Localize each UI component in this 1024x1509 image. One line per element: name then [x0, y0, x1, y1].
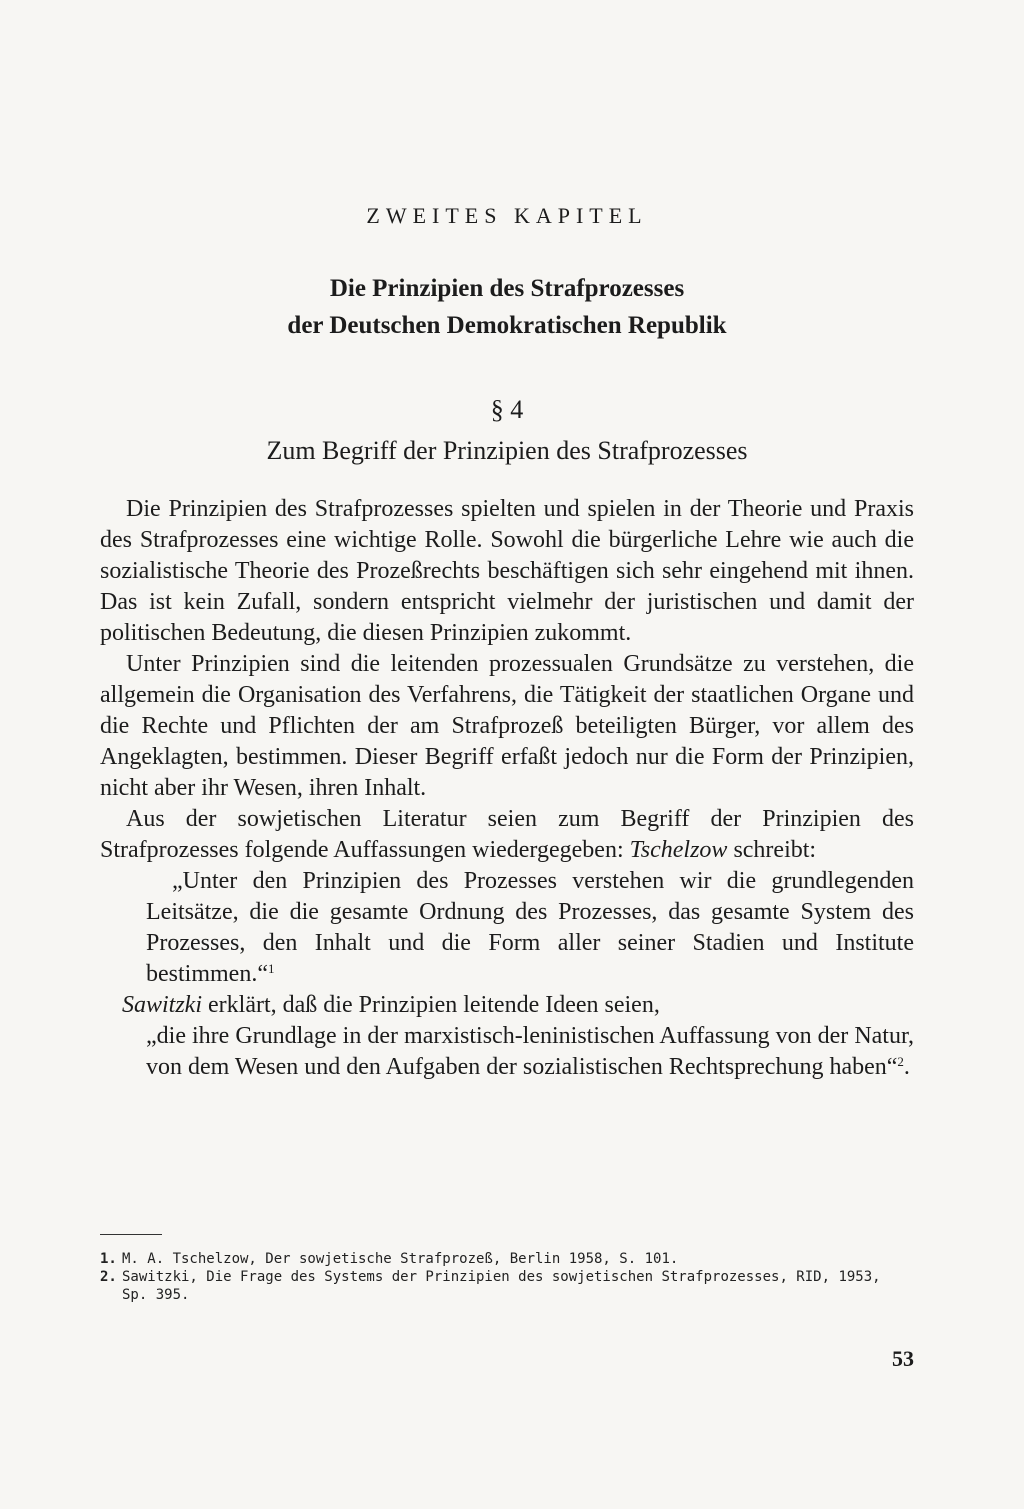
quote-2 — [146, 1021, 914, 1083]
author-sawitzki: Sawitzki — [122, 992, 203, 1018]
footnote-2-number: 2. — [100, 1269, 117, 1285]
quote-2-text: „die ihre Grundlage in der marxistisch-leninistischen Auffassung von der Natur, von dem Wesen und den Aufgaben der sozialistischen Rechtsprechung haben“ — [146, 1023, 914, 1080]
footnote-2 — [100, 1268, 914, 1304]
paragraph-3-text: Aus der sowjetischen Literatur seien zum Begriff der Prinzipien des Strafprozesses folgende Auffassungen wiedergegeben: — [100, 806, 914, 863]
chapter-title-line-2: der Deutschen Demokratischen Republik — [287, 312, 727, 339]
footnote-separator — [100, 1234, 162, 1235]
footnote-1-number: 1. — [100, 1251, 117, 1267]
paragraph-4-text: erklärt, daß die Prinzipien leitende Ideen seien, — [202, 992, 660, 1018]
page-number: 53 — [892, 1346, 914, 1371]
section-number: § 4 — [490, 395, 524, 424]
paragraph-4 — [100, 990, 914, 1021]
footnote-ref-1: 1 — [267, 961, 275, 976]
paragraph-1: Die Prinzipien des Strafprozesses spielten und spielen in der Theorie und Praxis des Strafprozesses eine wichtige Rolle. Sowohl die bürgerliche Lehre wie auch die sozialistische Theorie des Prozeßrechts beschäftigen sich sehr eingehend mit ihnen. Das ist kein Zufall, sondern entspricht vielmehr der juristischen und damit der politischen Bedeutung, die diesen Prinzipien zukommt. — [100, 496, 914, 646]
chapter-title — [100, 270, 914, 344]
quote-2-end: . — [903, 1054, 910, 1080]
quote-1 — [146, 866, 914, 990]
footnote-2-text: Sawitzki, Die Frage des Systems der Prinzipien des sowjetischen Strafprozesses, RID, 1953, Sp. 395. — [122, 1269, 881, 1303]
paragraph-3-end: schreibt: — [727, 837, 817, 863]
footnote-1-text: M. A. Tschelzow, Der sowjetische Strafprozeß, Berlin 1958, S. 101. — [122, 1251, 679, 1267]
chapter-label: ZWEITES KAPITEL — [366, 203, 648, 228]
section-title: Zum Begriff der Prinzipien des Strafprozesses — [266, 436, 748, 465]
quote-1-text: „Unter den Prinzipien des Prozesses verstehen wir die grundlegenden Leitsätze, die die gesamte Ordnung des Prozesses, das gesamte System des Prozesses, den Inhalt und die Form aller seiner Stadien und Institute bestimmen.“ — [146, 868, 914, 987]
book-page — [100, 0, 914, 1509]
author-tschelzow: Tschelzow — [629, 837, 728, 863]
footnote-1 — [100, 1250, 914, 1268]
footnote-ref-2: 2 — [897, 1054, 904, 1069]
paragraph-2: Unter Prinzipien sind die leitenden prozessualen Grundsätze zu verstehen, die allgemein die Organisation des Verfahrens, die Tätigkeit der staatlichen Organe und die Rechte und Pflichten der am Strafprozeß beteiligten Bürger, vor allem des Angeklagten, bestimmen. Dieser Begriff erfaßt jedoch nur die Form der Prinzipien, nicht aber ihr Wesen, ihren Inhalt. — [100, 651, 914, 801]
footnotes — [100, 1250, 914, 1304]
paragraph-3 — [100, 804, 914, 866]
body-text — [100, 494, 914, 1083]
chapter-title-line-1: Die Prinzipien des Strafprozesses — [329, 275, 685, 302]
